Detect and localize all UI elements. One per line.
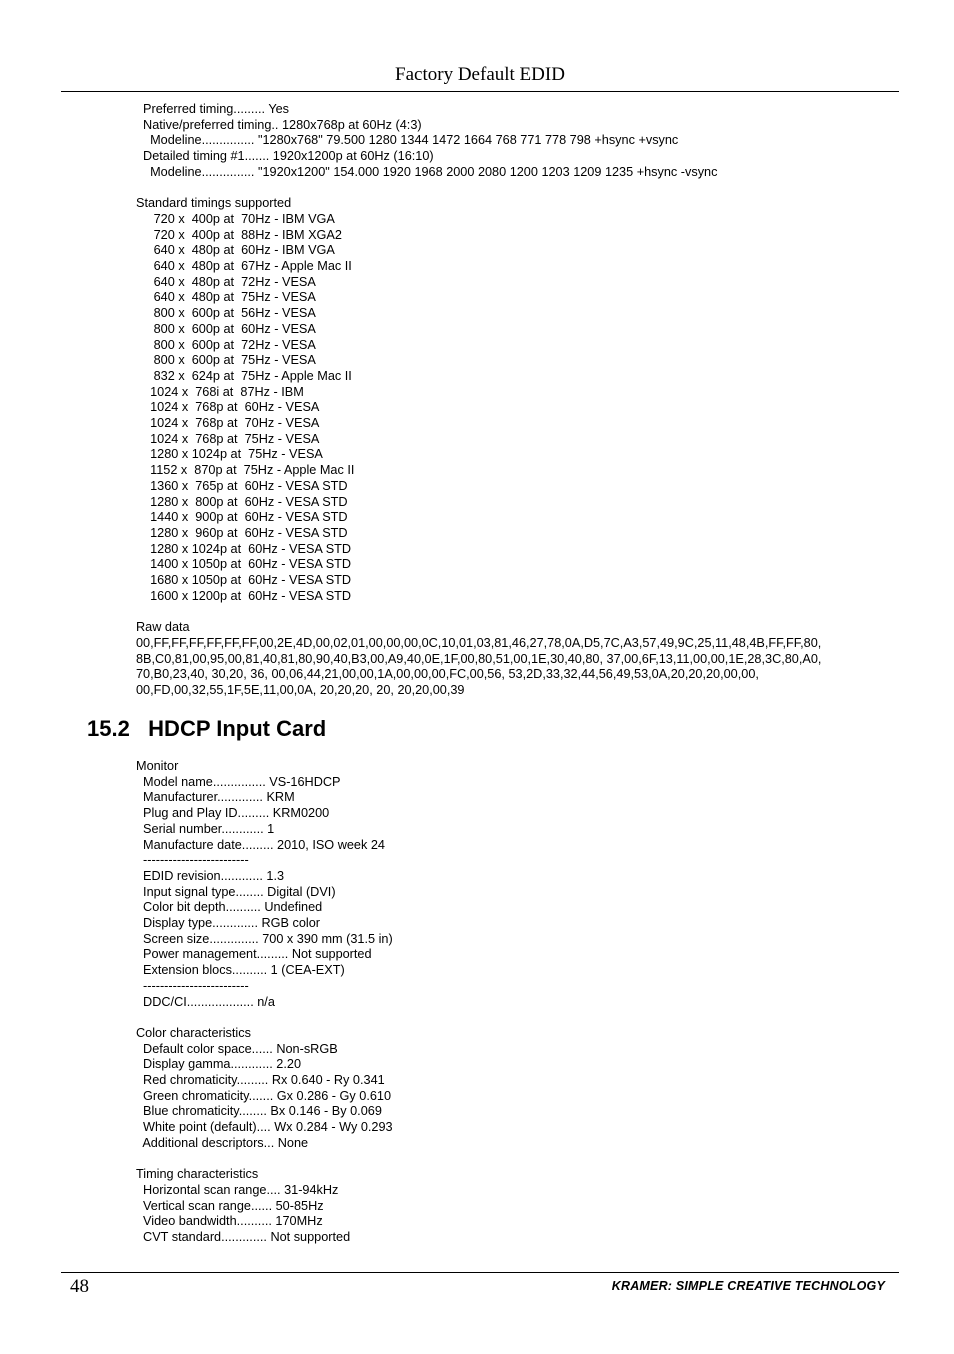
timing-line: 1680 x 1050p at 60Hz - VESA STD xyxy=(136,573,352,588)
monitor-title: Monitor xyxy=(136,759,179,773)
monitor-line: ------------------------- xyxy=(136,978,249,993)
color-line: Display gamma............ 2.20 xyxy=(136,1057,301,1072)
timing-line: 1440 x 900p at 60Hz - VESA STD xyxy=(136,510,348,525)
color-characteristics-block xyxy=(136,1026,836,1152)
timing-line: 640 x 480p at 75Hz - VESA xyxy=(136,290,316,305)
running-header-title: Factory Default EDID xyxy=(395,64,565,85)
monitor-line: Extension blocs.......... 1 (CEA-EXT) xyxy=(136,963,345,978)
standard-timings-title: Standard timings supported xyxy=(136,196,292,211)
timing-line: 1280 x 1024p at 60Hz - VESA STD xyxy=(136,541,352,556)
section-number: 15.2 xyxy=(87,716,130,741)
monitor-line: Manufacture date......... 2010, ISO week 24 xyxy=(136,837,385,852)
timing-char-line: Horizontal scan range.... 31-94kHz xyxy=(136,1182,339,1197)
monitor-line: Screen size.............. 700 x 390 mm (31.5 in) xyxy=(136,931,393,946)
timing-line: 1280 x 800p at 60Hz - VESA STD xyxy=(136,494,348,509)
raw-data-line: 70,B0,23,40, 30,20, 36, 00,06,44,21,00,00,1A,00,00,00,FC,00,56, 53,2D,33,32,44,56,49,53,0A,20,20,20,00,00, xyxy=(136,667,759,682)
timing-line: 640 x 480p at 67Hz - Apple Mac II xyxy=(136,259,352,274)
monitor-line: Power management......... Not supported xyxy=(136,947,372,962)
color-line: Red chromaticity......... Rx 0.640 - Ry 0.341 xyxy=(136,1073,385,1088)
monitor-line: Model name............... VS-16HDCP xyxy=(136,774,341,789)
color-line: Green chromaticity....... Gx 0.286 - Gy 0.610 xyxy=(136,1088,392,1103)
monitor-line: Plug and Play ID......... KRM0200 xyxy=(136,806,330,821)
timing-line: 1600 x 1200p at 60Hz - VESA STD xyxy=(136,588,352,603)
color-line: White point (default).... Wx 0.284 - Wy 0.293 xyxy=(136,1120,393,1135)
standard-timings-block xyxy=(136,196,896,604)
spacer xyxy=(136,1010,836,1026)
timing-line: 720 x 400p at 70Hz - IBM VGA xyxy=(136,211,335,226)
timing-line: 1024 x 768p at 70Hz - VESA xyxy=(136,416,320,431)
edid-block-factory xyxy=(136,102,896,699)
monitor-line: Input signal type........ Digital (DVI) xyxy=(136,884,336,899)
monitor-line: Serial number............ 1 xyxy=(136,821,275,836)
spacer xyxy=(136,604,896,620)
edid-block-hdcp xyxy=(136,759,836,1246)
color-title: Color characteristics xyxy=(136,1025,251,1040)
timing-line: 1360 x 765p at 60Hz - VESA STD xyxy=(136,478,348,493)
spacer xyxy=(136,181,896,197)
spacer xyxy=(136,1152,836,1168)
monitor-line: DDC/CI................... n/a xyxy=(136,994,275,1009)
timing-line: 800 x 600p at 72Hz - VESA xyxy=(136,337,316,352)
timing-line: 1024 x 768i at 87Hz - IBM xyxy=(136,384,304,399)
timing-line: 1024 x 768p at 60Hz - VESA xyxy=(136,400,320,415)
monitor-line: Color bit depth.......... Undefined xyxy=(136,900,323,915)
timing-line: 800 x 600p at 75Hz - VESA xyxy=(136,353,316,368)
text-line: Modeline............... "1280x768" 79.500 1280 1344 1472 1664 768 771 778 798 +hsync +vsync xyxy=(136,133,679,148)
timing-title: Timing characteristics xyxy=(136,1167,259,1182)
timing-line: 1152 x 870p at 75Hz - Apple Mac II xyxy=(136,463,355,478)
section-heading xyxy=(87,716,326,742)
raw-data-line: 00,FF,FF,FF,FF,FF,FF,00,2E,4D,00,02,01,00,00,00,0C,10,01,03,81,46,27,78,0A,D5,7C,A3,57,49,9C,25,11,48,4B,FF,FF,80, xyxy=(136,635,822,650)
raw-data-line: 00,FD,00,32,55,1F,5E,11,00,0A, 20,20,20, 20, 20,20,00,39 xyxy=(136,682,465,697)
timing-line: 1280 x 960p at 60Hz - VESA STD xyxy=(136,525,348,540)
color-line: Default color space...... Non-sRGB xyxy=(136,1041,338,1056)
monitor-line: ------------------------- xyxy=(136,853,249,868)
footer-brand: KRAMER: SIMPLE CREATIVE TECHNOLOGY xyxy=(611,1279,885,1293)
timing-line: 1024 x 768p at 75Hz - VESA xyxy=(136,431,320,446)
raw-data-block xyxy=(136,620,896,699)
footer-rule xyxy=(61,1272,899,1273)
timing-char-line: CVT standard............. Not supported xyxy=(136,1230,351,1245)
page-number: 48 xyxy=(70,1276,89,1297)
preferred-timing-block xyxy=(136,102,896,181)
raw-data-line: 8B,C0,81,00,95,00,81,40,81,80,90,40,B3,00,A9,40,0E,1F,00,80,51,00,1E,30,40,80, 37,00,6F,13,11,00,00,1E,28,3C,80,A0, xyxy=(136,651,822,666)
timing-line: 720 x 400p at 88Hz - IBM XGA2 xyxy=(136,227,342,242)
timing-line: 1400 x 1050p at 60Hz - VESA STD xyxy=(136,557,352,572)
timing-char-line: Video bandwidth.......... 170MHz xyxy=(136,1214,323,1229)
timing-char-line: Vertical scan range...... 50-85Hz xyxy=(136,1198,324,1213)
color-line: Blue chromaticity........ Bx 0.146 - By 0.069 xyxy=(136,1104,382,1119)
raw-data-title: Raw data xyxy=(136,620,190,635)
color-line: Additional descriptors... None xyxy=(136,1135,309,1150)
monitor-line: Manufacturer............. KRM xyxy=(136,790,295,805)
text-line: Modeline............... "1920x1200" 154.000 1920 1968 2000 2080 1200 1203 1209 1235 +hsync -vsync xyxy=(136,164,718,179)
monitor-block xyxy=(136,759,836,1010)
text-line: Detailed timing #1....... 1920x1200p at 60Hz (16:10) xyxy=(136,149,434,164)
timing-line: 800 x 600p at 56Hz - VESA xyxy=(136,306,316,321)
text-line: Native/preferred timing.. 1280x768p at 60Hz (4:3) xyxy=(136,117,422,132)
timing-line: 1280 x 1024p at 75Hz - VESA xyxy=(136,447,323,462)
timing-line: 640 x 480p at 72Hz - VESA xyxy=(136,274,316,289)
header-rule xyxy=(61,91,899,92)
timing-line: 800 x 600p at 60Hz - VESA xyxy=(136,321,316,336)
timing-line: 832 x 624p at 75Hz - Apple Mac II xyxy=(136,368,352,383)
monitor-line: EDID revision............ 1.3 xyxy=(136,868,285,883)
monitor-line: Display type............. RGB color xyxy=(136,916,321,931)
timing-line: 640 x 480p at 60Hz - IBM VGA xyxy=(136,243,335,258)
text-line: Preferred timing......... Yes xyxy=(136,102,290,116)
timing-characteristics-block xyxy=(136,1167,836,1246)
section-title: HDCP Input Card xyxy=(148,716,327,741)
